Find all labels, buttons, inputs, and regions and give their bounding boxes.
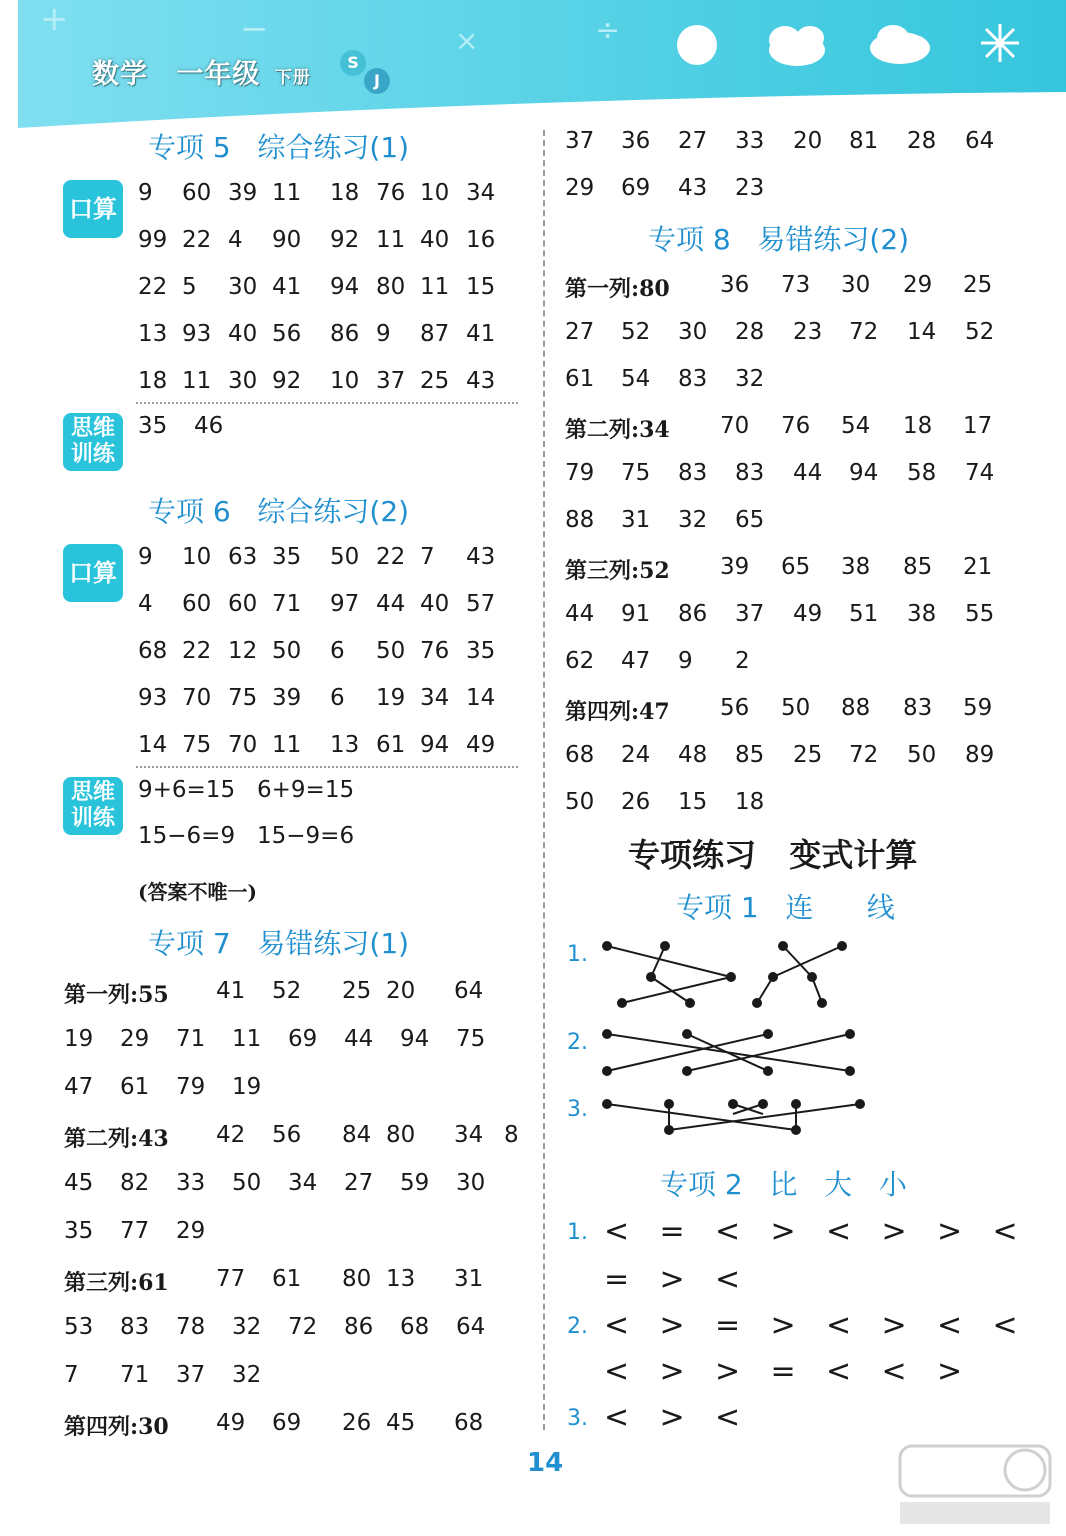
compare-symbol: > <box>770 1308 796 1343</box>
answer-cell: 28 <box>907 128 937 154</box>
answer-cell: 38 <box>841 554 871 580</box>
header-volume: 下册 <box>274 68 311 88</box>
compare-row <box>604 1214 1024 1248</box>
answer-cell: 41 <box>216 978 246 1004</box>
answer-cell: 14 <box>907 319 937 345</box>
answer-cell: 34 <box>466 180 496 206</box>
answer-cell: 53 <box>64 1314 94 1340</box>
answer-cell: 80 <box>376 274 406 300</box>
compare-symbol: < <box>715 1214 741 1249</box>
thinking-badge: 思维训练 <box>63 777 123 835</box>
answer-cell: 49 <box>216 1410 246 1436</box>
answer-cell: 36 <box>720 272 750 298</box>
answer-cell: 11 <box>272 732 302 758</box>
answer-cell: 80 <box>386 1122 416 1148</box>
answer-cell: 18 <box>138 368 168 394</box>
answer-cell: 83 <box>735 460 765 486</box>
answer-cell: 59 <box>400 1170 430 1196</box>
answer-cell: 17 <box>963 413 993 439</box>
answer-cell: 27 <box>344 1170 374 1196</box>
answer-cell: 34 <box>288 1170 318 1196</box>
answer-cell: 65 <box>735 507 765 533</box>
answer-cell: 48 <box>678 742 708 768</box>
answer-cell: 86 <box>330 321 360 347</box>
answer-cell: 11 <box>272 180 302 206</box>
answer-cell: 12 <box>228 638 258 664</box>
answer-cell: 80 <box>342 1266 372 1292</box>
compare-symbol: < <box>715 1400 741 1435</box>
answer-cell: 70 <box>228 732 258 758</box>
answer-cell: 71 <box>176 1026 206 1052</box>
answer-cell: 51 <box>849 601 879 627</box>
compare-symbol: > <box>881 1308 907 1343</box>
compare-symbol: > <box>770 1214 796 1249</box>
compare-symbol: > <box>659 1354 685 1389</box>
answer-cell: 22 <box>182 638 212 664</box>
answer-cell: 79 <box>176 1074 206 1100</box>
answer-cell: 94 <box>849 460 879 486</box>
compare-symbol: > <box>659 1308 685 1343</box>
answer-cell: 29 <box>176 1218 206 1244</box>
answer-cell: 69 <box>272 1410 302 1436</box>
answer-cell: 47 <box>621 648 651 674</box>
answer-cell: 11 <box>420 274 450 300</box>
oral-calc-badge: 口算 <box>63 544 123 602</box>
answer-cell: 15 <box>466 274 496 300</box>
answer-cell: 第二列:34 <box>565 417 670 443</box>
compare-symbol: > <box>715 1354 741 1389</box>
answer-cell: 22 <box>138 274 168 300</box>
compare-symbol: < <box>604 1308 630 1343</box>
answer-cell: 26 <box>621 789 651 815</box>
answer-cell: 52 <box>965 319 995 345</box>
answer-cell: 75 <box>228 685 258 711</box>
answer-cell: 27 <box>565 319 595 345</box>
answer-cell: 50 <box>565 789 595 815</box>
answer-cell: 50 <box>376 638 406 664</box>
answer-cell: 68 <box>138 638 168 664</box>
answer-cell: 5 <box>182 274 197 300</box>
answer-cell: 11 <box>232 1026 262 1052</box>
answer-cell: 27 <box>678 128 708 154</box>
answer-cell: 86 <box>678 601 708 627</box>
answer-cell: 23 <box>735 175 765 201</box>
answer-cell: 61 <box>272 1266 302 1292</box>
answer-cell: 92 <box>272 368 302 394</box>
watermark-logo <box>890 1440 1060 1530</box>
answer-cell: 11 <box>376 227 406 253</box>
answer-cell: 19 <box>232 1074 262 1100</box>
answer-cell: 52 <box>272 978 302 1004</box>
answer-cell: 35 <box>466 638 496 664</box>
answer-cell: 61 <box>376 732 406 758</box>
header-subject: 数学 <box>92 59 148 90</box>
answer-cell: 10 <box>330 368 360 394</box>
compare-symbol: > <box>659 1262 685 1297</box>
answer-cell: 72 <box>288 1314 318 1340</box>
compare-symbol: < <box>881 1354 907 1389</box>
answer-cell: 9 <box>376 321 391 347</box>
answer-cell: 20 <box>386 978 416 1004</box>
answer-cell: 42 <box>216 1122 246 1148</box>
answer-cell: 44 <box>565 601 595 627</box>
answer-cell: 71 <box>272 591 302 617</box>
answer-cell: 87 <box>420 321 450 347</box>
answer-cell: 35 <box>138 413 168 439</box>
answer-cell: 94 <box>420 732 450 758</box>
answer-cell: 39 <box>272 685 302 711</box>
answer-cell: 58 <box>907 460 937 486</box>
answer-cell: 50 <box>232 1170 262 1196</box>
answer-cell: 29 <box>903 272 933 298</box>
answer-cell: 36 <box>621 128 651 154</box>
answer-cell: 23 <box>793 319 823 345</box>
badge-s: S <box>340 50 366 76</box>
answer-cell: 99 <box>138 227 168 253</box>
answer-cell: 54 <box>841 413 871 439</box>
answer-cell: 30 <box>228 368 258 394</box>
answer-cell: 61 <box>565 366 595 392</box>
compare-symbol: < <box>715 1262 741 1297</box>
answer-cell: 77 <box>216 1266 246 1292</box>
item-label: 2. <box>567 1314 588 1339</box>
answer-cell: 70 <box>182 685 212 711</box>
answer-cell: 63 <box>228 544 258 570</box>
answer-cell: 18 <box>330 180 360 206</box>
item-label: 2. <box>567 1030 588 1055</box>
compare-symbol: = <box>604 1262 630 1297</box>
compare-symbol: > <box>937 1214 963 1249</box>
answer-cell: 32 <box>232 1362 262 1388</box>
answer-cell: 70 <box>720 413 750 439</box>
section-6-title: 专项 6 综合练习(2) <box>148 495 410 528</box>
answer-cell: 56 <box>272 1122 302 1148</box>
answer-cell: 50 <box>907 742 937 768</box>
answer-cell: 83 <box>678 366 708 392</box>
answer-cell: 62 <box>565 648 595 674</box>
answer-cell: 34 <box>454 1122 484 1148</box>
answer-cell: 37 <box>735 601 765 627</box>
answer-cell: 45 <box>64 1170 94 1196</box>
answer-cell: 68 <box>454 1410 484 1436</box>
variant-calc-heading: 专项练习 变式计算 <box>628 836 918 874</box>
answer-cell: 49 <box>793 601 823 627</box>
svg-text:×: × <box>455 24 479 57</box>
answer-cell: 75 <box>456 1026 486 1052</box>
compare-symbol: < <box>937 1308 963 1343</box>
answer-cell: 40 <box>420 591 450 617</box>
section-8-title: 专项 8 易错练习(2) <box>648 223 910 256</box>
answer-cell: 54 <box>621 366 651 392</box>
answer-cell: 72 <box>849 742 879 768</box>
answer-cell: 41 <box>466 321 496 347</box>
answer-cell: 44 <box>793 460 823 486</box>
answer-cell: 76 <box>376 180 406 206</box>
answer-cell: 10 <box>420 180 450 206</box>
svg-text:+: + <box>40 0 69 39</box>
answer-cell: 10 <box>182 544 212 570</box>
answer-cell: 33 <box>176 1170 206 1196</box>
answer-cell: 41 <box>272 274 302 300</box>
section-7-title: 专项 7 易错练习(1) <box>148 927 410 960</box>
answer-cell: 29 <box>120 1026 150 1052</box>
answer-cell: 9 <box>138 544 153 570</box>
answer-cell: 60 <box>182 180 212 206</box>
answer-cell: 75 <box>182 732 212 758</box>
compare-row <box>604 1354 1024 1388</box>
answer-cell: 83 <box>903 695 933 721</box>
answer-cell: 43 <box>678 175 708 201</box>
answer-cell: 56 <box>272 321 302 347</box>
compare-symbol: > <box>659 1400 685 1435</box>
answer-cell: 30 <box>228 274 258 300</box>
answer-cell: 第三列:52 <box>565 558 670 584</box>
equation-line-1: 9+6=15 6+9=15 <box>138 777 355 803</box>
answer-cell: 92 <box>330 227 360 253</box>
answer-cell: 8 <box>504 1122 519 1148</box>
compare-symbol: < <box>826 1308 852 1343</box>
answer-cell: 56 <box>720 695 750 721</box>
answer-cell: 25 <box>793 742 823 768</box>
answer-cell: 55 <box>965 601 995 627</box>
answer-cell: 28 <box>735 319 765 345</box>
answer-cell: 76 <box>781 413 811 439</box>
answer-cell: 40 <box>228 321 258 347</box>
oral-calc-badge: 口算 <box>63 180 123 238</box>
svg-text:−: − <box>240 9 269 49</box>
compare-symbol: < <box>604 1400 630 1435</box>
answer-cell: 49 <box>466 732 496 758</box>
answer-cell: 61 <box>120 1074 150 1100</box>
answer-cell: 30 <box>841 272 871 298</box>
answer-cell: 35 <box>64 1218 94 1244</box>
answer-cell: 第一列:80 <box>565 276 670 302</box>
answer-cell: 43 <box>466 544 496 570</box>
answer-cell: 30 <box>456 1170 486 1196</box>
compare-symbol: = <box>715 1308 741 1343</box>
compare-symbol: < <box>604 1214 630 1249</box>
answer-cell: 69 <box>621 175 651 201</box>
answer-cell: 13 <box>386 1266 416 1292</box>
answer-cell: 90 <box>272 227 302 253</box>
answer-cell: 25 <box>342 978 372 1004</box>
answer-cell: 31 <box>454 1266 484 1292</box>
answer-cell: 37 <box>376 368 406 394</box>
answer-cell: 81 <box>849 128 879 154</box>
answer-cell: 33 <box>735 128 765 154</box>
item-label: 3. <box>567 1406 588 1431</box>
answer-cell: 29 <box>565 175 595 201</box>
answer-cell: 64 <box>965 128 995 154</box>
answer-cell: 第三列:61 <box>64 1270 169 1296</box>
answer-cell: 25 <box>420 368 450 394</box>
answer-cell: 32 <box>232 1314 262 1340</box>
compare-symbol: < <box>604 1354 630 1389</box>
answer-cell: 44 <box>376 591 406 617</box>
answer-cell: 第四列:30 <box>64 1414 169 1440</box>
answer-cell: 68 <box>565 742 595 768</box>
compare-row <box>604 1262 1024 1296</box>
answer-cell: 6 <box>330 638 345 664</box>
answer-cell: 60 <box>182 591 212 617</box>
answer-cell: 50 <box>272 638 302 664</box>
answer-cell: 64 <box>454 978 484 1004</box>
header-grade: 一年级 <box>176 59 261 90</box>
answer-cell: 16 <box>466 227 496 253</box>
item-label: 3. <box>567 1097 588 1122</box>
answer-cell: 第二列:43 <box>64 1126 169 1152</box>
answer-cell: 39 <box>228 180 258 206</box>
answer-cell: 78 <box>176 1314 206 1340</box>
compare-row <box>604 1308 1024 1342</box>
answer-cell: 22 <box>182 227 212 253</box>
answer-cell: 68 <box>400 1314 430 1340</box>
answer-cell: 45 <box>386 1410 416 1436</box>
answer-cell: 26 <box>342 1410 372 1436</box>
compare-row <box>604 1400 1024 1434</box>
answer-cell: 4 <box>228 227 243 253</box>
answer-cell: 91 <box>621 601 651 627</box>
answer-cell: 84 <box>342 1122 372 1148</box>
answer-cell: 65 <box>781 554 811 580</box>
answer-cell: 50 <box>781 695 811 721</box>
section-5-title: 专项 5 综合练习(1) <box>148 131 410 164</box>
answer-cell: 39 <box>720 554 750 580</box>
answer-note: (答案不唯一) <box>138 880 257 904</box>
answer-cell: 19 <box>64 1026 94 1052</box>
compare-symbol: > <box>937 1354 963 1389</box>
answer-cell: 97 <box>330 591 360 617</box>
answer-cell: 76 <box>420 638 450 664</box>
answer-cell: 20 <box>793 128 823 154</box>
answer-cell: 9 <box>678 648 693 674</box>
answer-cell: 79 <box>565 460 595 486</box>
answer-cell: 9 <box>138 180 153 206</box>
answer-cell: 35 <box>272 544 302 570</box>
answer-cell: 94 <box>400 1026 430 1052</box>
compare-symbol: = <box>770 1354 796 1389</box>
answer-cell: 93 <box>138 685 168 711</box>
answer-cell: 6 <box>330 685 345 711</box>
answer-cell: 21 <box>963 554 993 580</box>
answer-cell: 37 <box>565 128 595 154</box>
answer-cell: 40 <box>420 227 450 253</box>
answer-cell: 7 <box>420 544 435 570</box>
equation-line-2: 15−6=9 15−9=6 <box>138 823 355 849</box>
answer-cell: 69 <box>288 1026 318 1052</box>
answer-cell: 89 <box>965 742 995 768</box>
answer-cell: 50 <box>330 544 360 570</box>
answer-cell: 37 <box>176 1362 206 1388</box>
answer-cell: 25 <box>963 272 993 298</box>
answer-cell: 85 <box>735 742 765 768</box>
compare-symbol: < <box>992 1308 1018 1343</box>
answer-cell: 第四列:47 <box>565 699 670 725</box>
answer-cell: 18 <box>903 413 933 439</box>
answer-cell: 22 <box>376 544 406 570</box>
answer-cell: 64 <box>456 1314 486 1340</box>
answer-cell: 85 <box>903 554 933 580</box>
compare-symbol: < <box>992 1214 1018 1249</box>
answer-cell: 57 <box>466 591 496 617</box>
practice-2-title: 专项 2 比 大 小 <box>660 1168 907 1201</box>
compare-symbol: > <box>881 1214 907 1249</box>
answer-cell: 31 <box>621 507 651 533</box>
answer-cell: 46 <box>194 413 224 439</box>
page-number: 14 <box>527 1448 564 1478</box>
answer-cell: 83 <box>678 460 708 486</box>
answer-cell: 13 <box>330 732 360 758</box>
practice-1-title: 专项 1 连 线 <box>676 891 895 924</box>
answer-cell: 83 <box>120 1314 150 1340</box>
answer-cell: 7 <box>64 1362 79 1388</box>
answer-cell: 72 <box>849 319 879 345</box>
answer-cell: 75 <box>621 460 651 486</box>
item-label: 1. <box>567 1220 588 1245</box>
answer-cell: 13 <box>138 321 168 347</box>
answer-cell: 74 <box>965 460 995 486</box>
item-label: 1. <box>567 942 588 967</box>
answer-cell: 43 <box>466 368 496 394</box>
answer-cell: 88 <box>841 695 871 721</box>
answer-cell: 15 <box>678 789 708 815</box>
badge-j: J <box>364 68 390 94</box>
answer-cell: 88 <box>565 507 595 533</box>
answer-cell: 32 <box>735 366 765 392</box>
answer-cell: 14 <box>138 732 168 758</box>
answer-cell: 71 <box>120 1362 150 1388</box>
answer-cell: 82 <box>120 1170 150 1196</box>
answer-cell: 14 <box>466 685 496 711</box>
compare-symbol: < <box>826 1214 852 1249</box>
answer-cell: 86 <box>344 1314 374 1340</box>
answer-cell: 93 <box>182 321 212 347</box>
answer-cell: 52 <box>621 319 651 345</box>
answer-cell: 94 <box>330 274 360 300</box>
svg-text:÷: ÷ <box>595 13 621 48</box>
answer-cell: 19 <box>376 685 406 711</box>
answer-cell: 2 <box>735 648 750 674</box>
answer-cell: 77 <box>120 1218 150 1244</box>
answer-cell: 44 <box>344 1026 374 1052</box>
answer-cell: 73 <box>781 272 811 298</box>
answer-cell: 24 <box>621 742 651 768</box>
answer-cell: 30 <box>678 319 708 345</box>
answer-cell: 32 <box>678 507 708 533</box>
answer-cell: 18 <box>735 789 765 815</box>
answer-cell: 第一列:55 <box>64 982 169 1008</box>
answer-cell: 47 <box>64 1074 94 1100</box>
thinking-badge: 思维训练 <box>63 413 123 471</box>
answer-cell: 11 <box>182 368 212 394</box>
compare-symbol: < <box>826 1354 852 1389</box>
answer-cell: 34 <box>420 685 450 711</box>
compare-symbol: = <box>659 1214 685 1249</box>
answer-cell: 4 <box>138 591 153 617</box>
answer-cell: 60 <box>228 591 258 617</box>
answer-cell: 38 <box>907 601 937 627</box>
answer-cell: 59 <box>963 695 993 721</box>
